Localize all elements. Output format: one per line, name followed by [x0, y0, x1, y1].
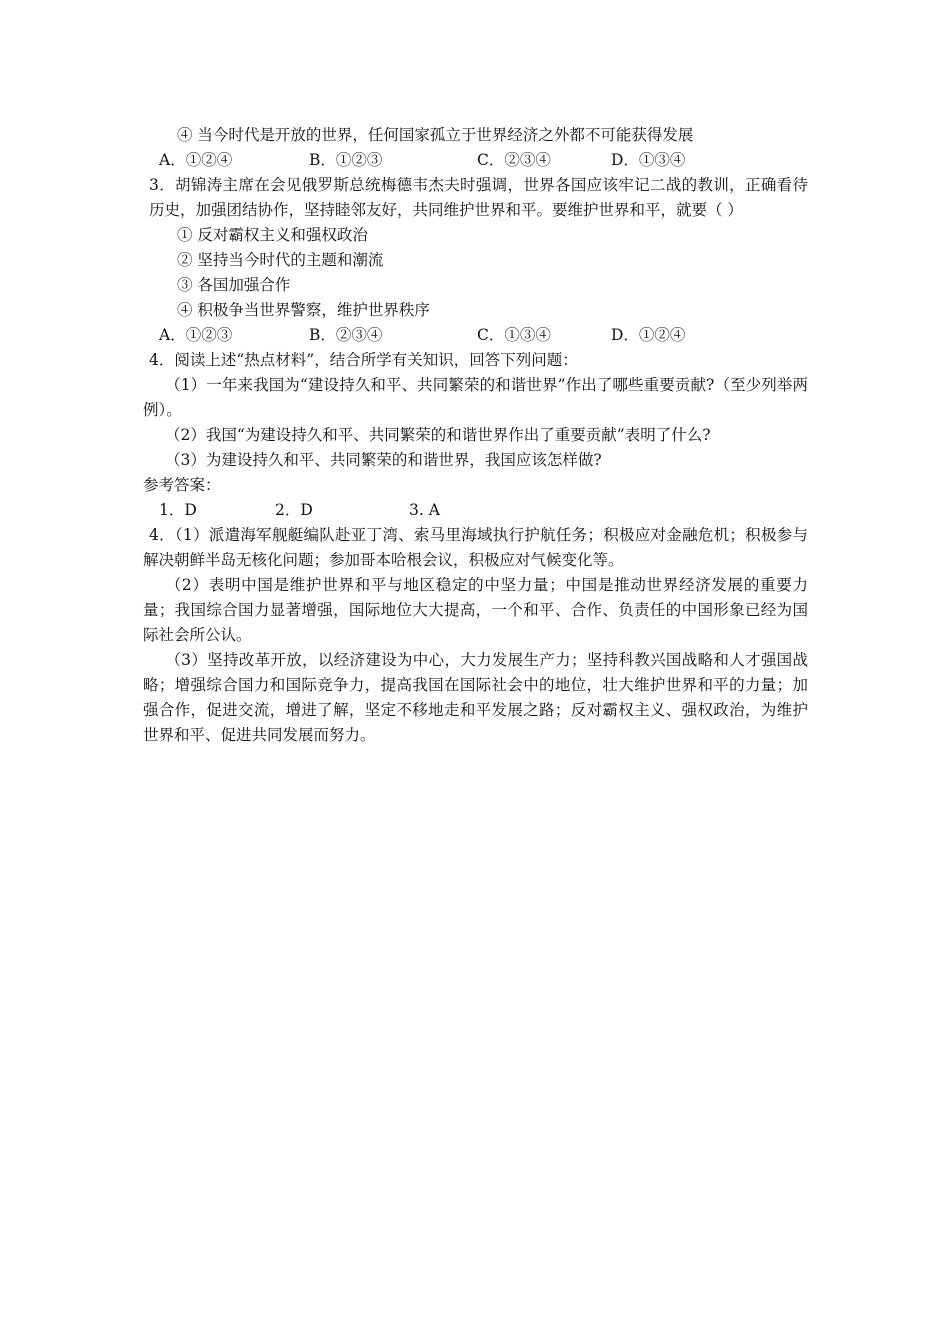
- q3-option-2: ② 坚持当今时代的主题和潮流: [177, 251, 384, 269]
- q3-choices: [143, 323, 808, 348]
- q2-choice-a: A．①②④: [159, 151, 233, 169]
- answer-4-part-1: [143, 523, 808, 573]
- q2-choice-c: C．②③④: [477, 151, 551, 169]
- answer-4-part-1-text: 4．（1）派遣海军舰艇编队赴亚丁湾、索马里海域执行护航任务；积极应对金融危机；积极参与解决朝鲜半岛无核化问题；参加哥本哈根会议，积极应对气候变化等。: [143, 526, 808, 569]
- q2-choice-b: B．①②③: [309, 151, 383, 169]
- short-answers: [143, 498, 808, 523]
- answer-3: 3. A: [409, 501, 440, 519]
- answer-2: 2．D: [275, 501, 313, 519]
- q3-option-3: ③ 各国加强合作: [177, 276, 291, 294]
- answer-4-part-2-text: （2）表明中国是维护世界和平与地区稳定的中坚力量；中国是推动世界经济发展的重要力量；我国综合国力显著增强，国际地位大大提高，一个和平、合作、负责任的中国形象已经为国际社会所公认。: [143, 576, 808, 644]
- q3-stem: 3．胡锦涛主席在会见俄罗斯总统梅德韦杰夫时强调，世界各国应该牢记二战的教训，正确看待历史，加强团结协作，坚持睦邻友好，共同维护世界和平。要维护世界和平，就要（ ）: [149, 176, 808, 219]
- answer-4-part-3: [143, 648, 808, 748]
- answer-1: 1．D: [159, 501, 197, 519]
- q3-choice-d: D．①②④: [611, 326, 686, 344]
- q4-sub-1: [143, 373, 808, 423]
- q3-choice-c: C．①③④: [477, 326, 551, 344]
- q3-option-4: ④ 积极争当世界警察，维护世界秩序: [177, 301, 430, 319]
- q3-choice-a: A．①②③: [159, 326, 233, 344]
- answer-4-part-2: [143, 573, 808, 648]
- q3-option-1: ① 反对霸权主义和强权政治: [177, 226, 368, 244]
- q4-sub-1-text: （1）一年来我国为“建设持久和平、共同繁荣的和谐世界”作出了哪些重要贡献?（至少列举两例）。: [143, 376, 808, 419]
- q2-option-4: ④ 当今时代是开放的世界，任何国家孤立于世界经济之外都不可能获得发展: [177, 126, 694, 144]
- q4-stem: 4．阅读上述“热点材料”，结合所学有关知识，回答下列问题：: [149, 351, 578, 369]
- q4-sub-2: （2）我国“为建设持久和平、共同繁荣的和谐世界作出了重要贡献”表明了什么?: [165, 426, 711, 444]
- q2-choice-d: D．①③④: [611, 151, 686, 169]
- q3-choice-b: B．②③④: [309, 326, 383, 344]
- q4-sub-3: （3）为建设持久和平、共同繁荣的和谐世界，我国应该怎样做?: [165, 451, 602, 469]
- q2-choices: [143, 148, 808, 173]
- answer-4-part-3-text: （3）坚持改革开放，以经济建设为中心，大力发展生产力；坚持科教兴国战略和人才强国战略；增强综合国力和国际竞争力，提高我国在国际社会中的地位，壮大维护世界和平的力量；加强合作，促进交流，增进了解，坚定不移地走和平发展之路；反对霸权主义、强权政治，为维护世界和平、促进共同发展而努力。: [143, 651, 808, 744]
- answers-heading: 参考答案：: [143, 476, 221, 494]
- document-page: [143, 123, 808, 748]
